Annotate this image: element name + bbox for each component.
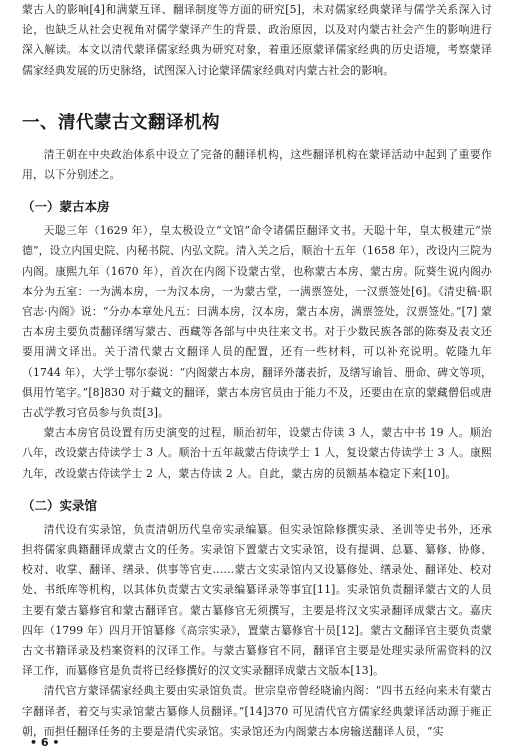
- paragraph-mongolian-office-history: 天聪三年（1629 年），皇太极设立“文馆”命令诸儒臣翻译文书。天聪十年，皇太极建元“崇德”，设立内国史院、内秘书院、内弘文院。清入关之后，顺治十五年（1658 年），改设内三院为内阁。康熙九年（1670 年），首次在内阁下设蒙古堂，也称蒙古本房、蒙古房。阮葵生说内阁办本分为五室：一为满本房，一为汉本房，一为蒙古堂，一满票签处，一汉票签处[6]。《清史稿·职官志·内阁》说：“分办本章处凡五：曰满本房，汉本房，蒙古本房，满票签处，汉票签处。”[7] 蒙古本房主要负责翻译缮写蒙古、西藏等各部与中央往来文书。对于少数民族各部的陈奏及表文还要用满文译出。关于清代蒙古文翻译人员的配置，还有一些材料，可以补充说明。乾隆九年（1744 年），大学士鄂尔泰说：“内阁蒙古本房，翻译外藩表折，及缮写谕旨、册命、碑文等项，俱用竹笔字。”[8]830 对于藏文的翻译，蒙古本房官员由于能力不及，还要由在京的蒙藏僧侣或唐古忒学教习官员参与负责[3]。: [22, 224, 492, 420]
- section-heading: 一、清代蒙古文翻译机构: [22, 112, 220, 133]
- page-number: • 6 •: [30, 736, 60, 749]
- intro-paragraph: 蒙古人的影响[4]和满蒙互译、翻译制度等方面的研究[5]，未对儒家经典蒙译与儒学关系深入讨论，也缺乏从社会史视角对儒学蒙译产生的背景、政治原因，以及对内蒙古社会产生的影响进行深入解读。本文以清代蒙译儒家经典为研究对象，着重还原蒙译儒家经典的历史语境，考察蒙译儒家经典发展的历史脉络，试图深入讨论蒙译儒家经典对内蒙古社会的影响。: [22, 3, 492, 77]
- paragraph-mongolian-office-staffing: 蒙古本房官员设置有历史演变的过程，顺治初年，设蒙古侍读 3 人，蒙古中书 19 人。顺治八年，改设蒙古侍读学士 3 人。顺治十五年裁蒙古侍读学士 1 人，复设蒙古侍读学士 3 人。康熙九年，改设蒙古侍读学士 2 人，蒙古侍读 2 人。自此，蒙古房的员额基本稳定下来[10]。: [22, 426, 492, 480]
- paragraph-veritable-records-office: 清代设有实录馆，负责清朝历代皇帝实录编纂。但实录馆除修撰实录、圣训等史书外，还承担将儒家典籍翻译成蒙古文的任务。实录馆下置蒙古文实录馆，设有提调、总纂、纂修、协修、校对、收掌、翻译、缮录、供事等官吏……蒙古文实录馆内又设纂修处、缮录处、翻译处、校对处、书纸库等机构，以其体负责蒙古文实录编纂译录等事宜[11]。实录馆负责翻译蒙古文的人员主要有蒙古纂修官和蒙古翻译官。蒙古纂修官无须撰写，主要是将汉文实录翻译成蒙古文。嘉庆四年（1799 年）四月开馆纂修《高宗实录》，置蒙古纂修官十员[12]。蒙古文翻译官主要负责蒙古文书籍译录及档案资料的汉译工作。与蒙古纂修官不同，翻译官主要是处理实录所需资料的汉译工作，而纂修官是负责将已经修撰好的汉文实录翻译成蒙古文版本[13]。: [22, 522, 492, 678]
- document-page: [22, 0, 492, 742]
- section-intro-paragraph: 清王朝在中央政治体系中设立了完备的翻译机构，这些翻译机构在蒙译活动中起到了重要作用，以下分别述之。: [22, 147, 492, 182]
- subsection-heading-veritable-records-office: （二）实录馆: [22, 497, 98, 513]
- subsection-heading-mongolian-office: （一）蒙古本房: [22, 199, 110, 215]
- paragraph-translation-of-classics: 清代官方蒙译儒家经典主要由实录馆负责。世宗皇帝曾经晓谕内阁：“四书五经向来未有蒙古字翻译者，着交与实录馆蒙古纂修人员翻译。”[14]370 可见清代官方儒家经典蒙译活动源于雍正朝，而担任翻译任务的主要是清代实录馆。实录馆还为内阁蒙古本房输送翻译人员，“实: [22, 684, 492, 738]
